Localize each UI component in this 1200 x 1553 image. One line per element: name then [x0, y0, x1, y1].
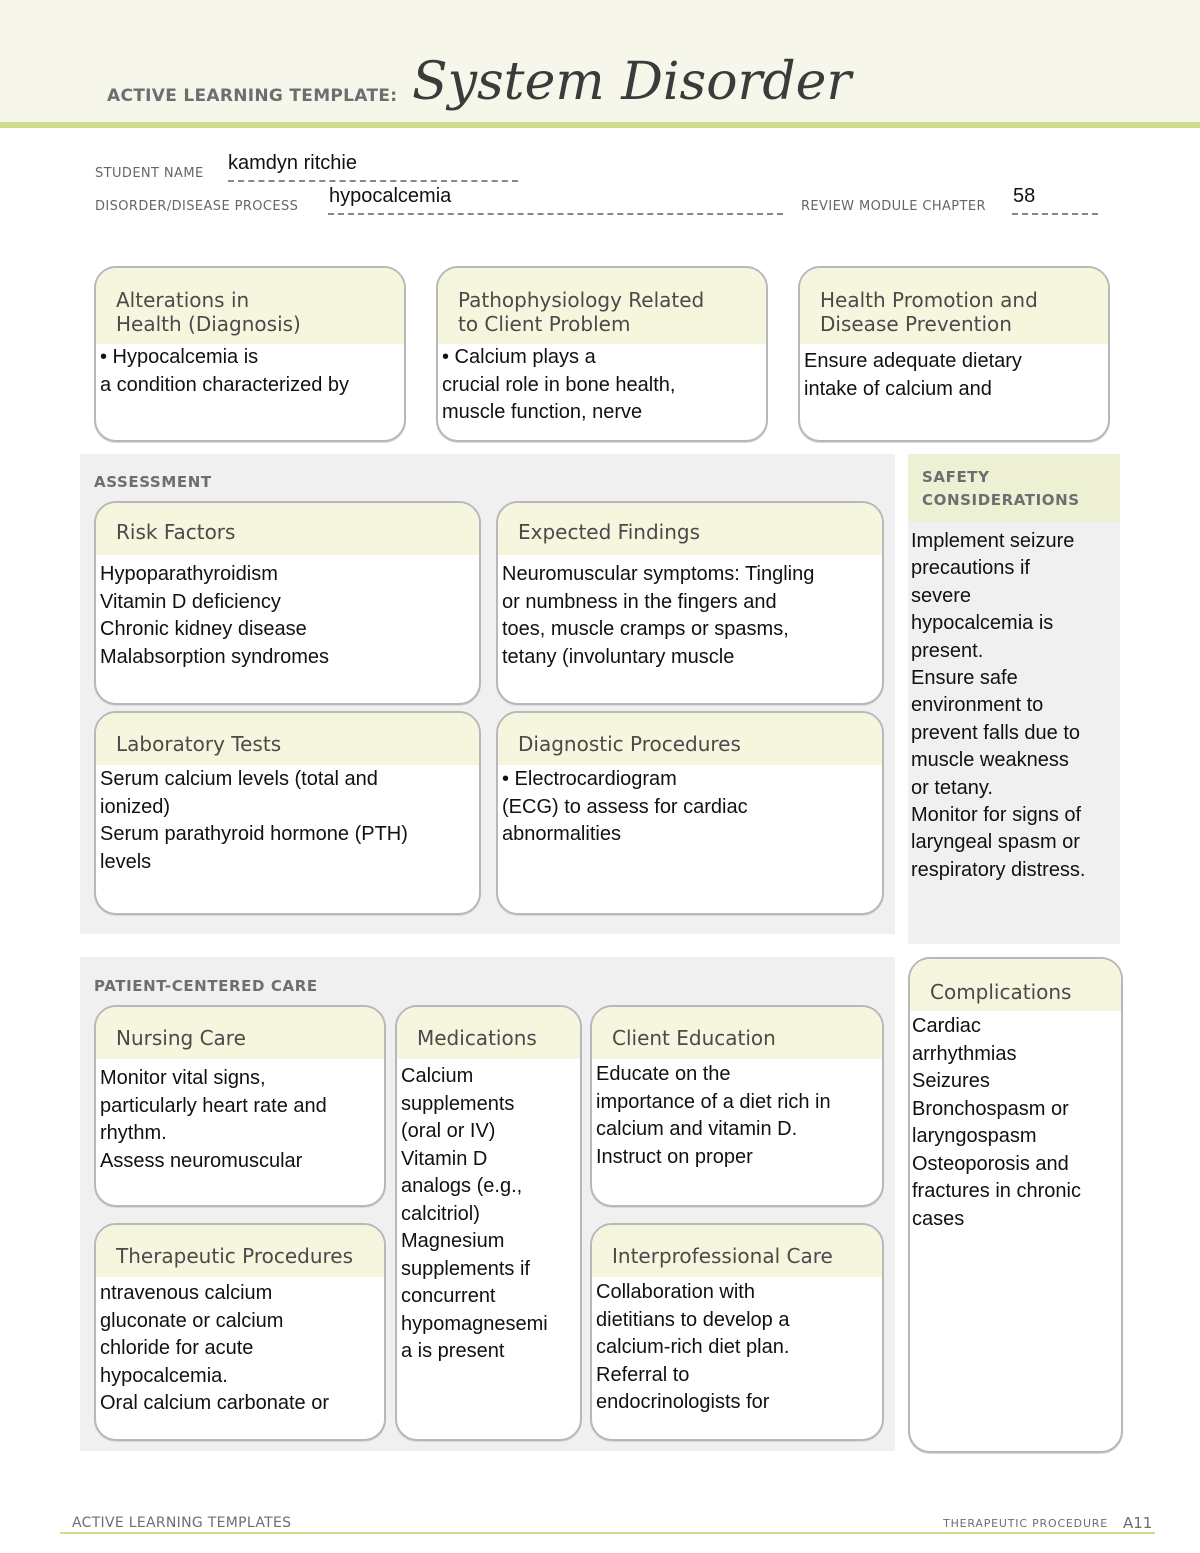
laboratory-tests-title: Laboratory Tests [96, 713, 479, 765]
therapeutic-procedures-text[interactable]: ntravenous calcium gluconate or calcium chloride for acute hypocalcemia. Oral calcium carbonate or [100, 1282, 329, 1414]
risk-factors-text[interactable]: Hypoparathyroidism Vitamin D deficiency Chronic kidney disease Malabsorption syndromes [100, 563, 329, 668]
complications-title: Complications [910, 959, 1121, 1011]
interprofessional-care-text[interactable]: Collaboration with dietitians to develop a calcium-rich diet plan. Referral to endocrinologists for [596, 1281, 790, 1413]
diagnostic-procedures-text[interactable]: • Electrocardiogram (ECG) to assess for cardiac abnormalities [502, 768, 748, 845]
health-promotion-text[interactable]: Ensure adequate dietary intake of calcium and [804, 350, 1022, 400]
nursing-care-title: Nursing Care [96, 1007, 384, 1059]
health-promotion-box [798, 266, 1110, 442]
footer-right-label: THERAPEUTIC PROCEDURE [943, 1517, 1108, 1530]
medications-title: Medications [397, 1007, 580, 1059]
medications-text[interactable]: Calcium supplements (oral or IV) Vitamin D analogs (e.g., calcitriol) Magnesium supplements if concurrent hypomagnesemi a is present [401, 1065, 548, 1362]
footer-left-label: ACTIVE LEARNING TEMPLATES [72, 1515, 292, 1531]
complications-box [908, 957, 1123, 1453]
patient-centered-care-heading: PATIENT-CENTERED CARE [94, 977, 318, 995]
alterations-text[interactable]: • Hypocalcemia is a condition characterized by [100, 346, 350, 396]
student-name-label: STUDENT NAME [95, 166, 204, 181]
template-title: System Disorder [412, 52, 852, 112]
diagnostic-procedures-box [496, 711, 884, 915]
safety-panel [908, 454, 1120, 944]
laboratory-tests-box [94, 711, 481, 915]
expected-findings-box [496, 501, 884, 705]
nursing-care-box [94, 1005, 386, 1207]
pathophysiology-title: Pathophysiology Related to Client Problem [438, 268, 766, 344]
safety-heading: SAFETY CONSIDERATIONS [908, 454, 1120, 522]
alterations-box [94, 266, 406, 442]
laboratory-tests-text[interactable]: Serum calcium levels (total and ionized) Serum parathyroid hormone (PTH) levels [100, 768, 408, 873]
disorder-line [328, 213, 783, 215]
health-promotion-title: Health Promotion and Disease Prevention [800, 268, 1108, 344]
pathophysiology-text[interactable]: • Calcium plays a crucial role in bone health, muscle function, nerve [442, 346, 676, 423]
diagnostic-procedures-title: Diagnostic Procedures [498, 713, 882, 765]
client-education-text[interactable]: Educate on the importance of a diet rich in calcium and vitamin D. Instruct on proper [596, 1063, 831, 1168]
complications-text[interactable]: Cardiac arrhythmias Seizures Bronchospasm or laryngospasm Osteoporosis and fractures in chronic cases [912, 1015, 1081, 1230]
header-rule [0, 122, 1200, 128]
student-name-field[interactable]: kamdyn ritchie [228, 152, 357, 174]
pathophysiology-box [436, 266, 768, 442]
page-number: A11 [1123, 1514, 1153, 1532]
client-education-box [590, 1005, 884, 1207]
expected-findings-text[interactable]: Neuromuscular symptoms: Tingling or numbness in the fingers and toes, muscle cramps or spasms, tetany (involuntary muscle [502, 563, 815, 668]
nursing-care-text[interactable]: Monitor vital signs, particularly heart rate and rhythm. Assess neuromuscular [100, 1067, 327, 1172]
chapter-line [1012, 213, 1098, 215]
chapter-label: REVIEW MODULE CHAPTER [801, 199, 986, 214]
interprofessional-care-box [590, 1223, 884, 1441]
expected-findings-title: Expected Findings [498, 503, 882, 555]
risk-factors-title: Risk Factors [96, 503, 479, 555]
disorder-label: DISORDER/DISEASE PROCESS [95, 199, 299, 214]
template-label: ACTIVE LEARNING TEMPLATE: [107, 86, 398, 106]
risk-factors-box [94, 501, 481, 705]
therapeutic-procedures-box [94, 1223, 386, 1441]
client-education-title: Client Education [592, 1007, 882, 1059]
assessment-heading: ASSESSMENT [94, 473, 212, 491]
footer-rule [60, 1532, 1155, 1534]
safety-text[interactable]: Implement seizure precautions if severe hypocalcemia is present. Ensure safe environment to prevent falls due to muscle weakness or tetany. Monitor for signs of laryngeal spasm or respiratory distress. [911, 530, 1086, 881]
therapeutic-procedures-title: Therapeutic Procedures [96, 1225, 384, 1277]
alterations-title: Alterations in Health (Diagnosis) [96, 268, 404, 344]
medications-box [395, 1005, 582, 1441]
chapter-field[interactable]: 58 [1013, 185, 1036, 207]
student-name-line [228, 180, 518, 182]
interprofessional-care-title: Interprofessional Care [592, 1225, 882, 1277]
disorder-field[interactable]: hypocalcemia [329, 185, 452, 207]
